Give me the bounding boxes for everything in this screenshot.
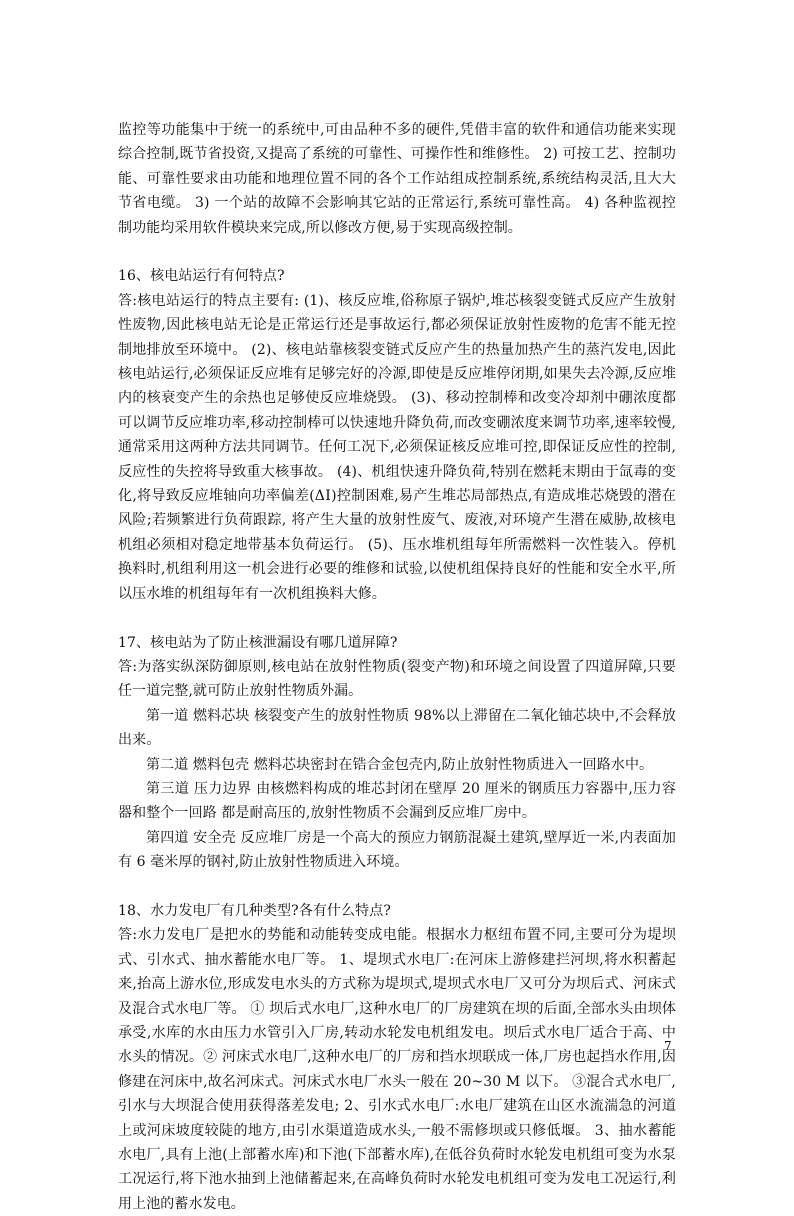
question-17-heading: 17、核电站为了防止核泄漏设有哪几道屏障? xyxy=(118,634,398,651)
barrier-1: 第一道 燃料芯块 核裂变产生的放射性物质 98%以上滞留在二氧化铀芯块中,不会释放出来。 xyxy=(118,707,676,749)
answer-16: 答:核电站运行的特点主要有: (1)、核反应堆,俗称原子锅炉,堆芯核裂变链式反应产生放射性废物,因此核电站无论是正常运行还是事故运行,都必须保证放射性废物的危害不能无控制地排放至环境中。 (2)、核电站靠核裂变链式反应产生的热量加热产生的蒸汽发电,因此核电站运行,必须保证反应堆有足够完好的冷源,即使是反应堆停闭期,如果失去冷源,反应堆内的核衰变产生的余热也足够使反应堆烧毁。 (3)、移动控制棒和改变冷却剂中硼浓度都可以调节反应堆功率,移动控制棒可以快速地升降负荷,而改变硼浓度来调节功率,速率较慢,通常采用这两种方法共同调节。任何工况下,必须保证核反应堆可控,即保证反应性的控制,反应性的失控将导致重大核事故。 (4)、机组快速升降负荷,特别在燃耗末期由于氙毒的变化,将导致反应堆轴向功率偏差(ΔⅠ)控制困难,易产生堆芯局部热点,有造成堆芯烧毁的潜在风险;若频繁进行负荷跟踪, 将产生大量的放射性废气、废液,对环境产生潜在威胁,故核电机组必须相对稳定地带基本负荷运行。 (5)、压水堆机组每年所需燃料一次性装入。停机换料时,机组利用这一机会进行必要的维修和试验,以使机组保持良好的性能和安全水平,所以压水堆的机组每年有一次机组换料大修。 xyxy=(118,292,676,602)
page-number: 7 xyxy=(664,1039,672,1053)
answer-17-intro: 答:为落实纵深防御原则,核电站在放射性物质(裂变产物)和环境之间设置了四道屏障,只要任一道完整,就可防止放射性物质外漏。 xyxy=(118,658,676,700)
paragraph-gap xyxy=(118,875,676,899)
question-16-heading: 16、核电站运行有何特点? xyxy=(118,268,285,285)
page-content xyxy=(118,118,676,1216)
barrier-2: 第二道 燃料包壳 燃料芯块密封在锆合金包壳内,防止放射性物质进入一回路水中。 xyxy=(146,756,654,773)
paragraph-continuation: 监控等功能集中于统一的系统中,可由品种不多的硬件,凭借丰富的软件和通信功能来实现综合控制,既节省投资,又提高了系统的可靠性、可操作性和维修性。 2) 可按工艺、控制功能、可靠性要求由功能和地理位置不同的各个工作站组成控制系统,系统结构灵活,且大大节省电缆。 3) 一个站的故障不会影响其它站的正常运行,系统可靠性高。 4) 各种监视控制功能均采用软件模块来完成,所以修改方便,易于实现高级控制。 xyxy=(118,122,676,236)
paragraph-gap xyxy=(118,240,676,264)
barrier-3: 第三道 压力边界 由核燃料构成的堆芯封闭在壁厚 20 厘米的钢质压力容器中,压力容器和整个一回路 都是耐高压的,放射性物质不会漏到反应堆厂房中。 xyxy=(118,780,676,822)
barrier-4: 第四道 安全壳 反应堆厂房是一个高大的预应力钢筋混凝土建筑,壁厚近一米,内表面加有 6 毫米厚的钢衬,防止放射性物质进入环境。 xyxy=(118,829,676,871)
question-18-heading: 18、水力发电厂有几种类型?各有什么特点? xyxy=(118,902,391,919)
paragraph-gap xyxy=(118,606,676,630)
answer-18: 答:水力发电厂是把水的势能和动能转变成电能。根据水力枢纽布置不同,主要可分为堤坝式、引水式、抽水蓄能水电厂等。 1、堤坝式水电厂:在河床上游修建拦河坝,将水积蓄起来,抬高上游水位,形成发电水头的方式称为堤坝式,堤坝式水电厂又可分为坝后式、河床式及混合式水电厂等。 ① 坝后式水电厂,这种水电厂的厂房建筑在坝的后面,全部水头由坝体承受,水库的水由压力水管引入厂房,转动水轮发电机组发电。坝后式水电厂适合于高、中水头的情况。② 河床式水电厂,这种水电厂的厂房和挡水坝联成一体,厂房也起挡水作用,因修建在河床中,故名河床式。河床式水电厂水头一般在 20~30 M 以下。 ③混合式水电厂,引水与大坝混合使用获得落差发电; 2、引水式水电厂:水电厂建筑在山区水流湍急的河道上或河床坡度较陡的地方,由引水渠道造成水头,一般不需修坝或只修低堰。 3、抽水蓄能水电厂,具有上池(上部蓄水库)和下池(下部蓄水库),在低谷负荷时水轮发电机组可变为水泵工况运行,将下池水抽到上池储蓄起来,在高峰负荷时水轮发电机组可变为发电工况运行,利用上池的蓄水发电。 xyxy=(118,927,676,1212)
